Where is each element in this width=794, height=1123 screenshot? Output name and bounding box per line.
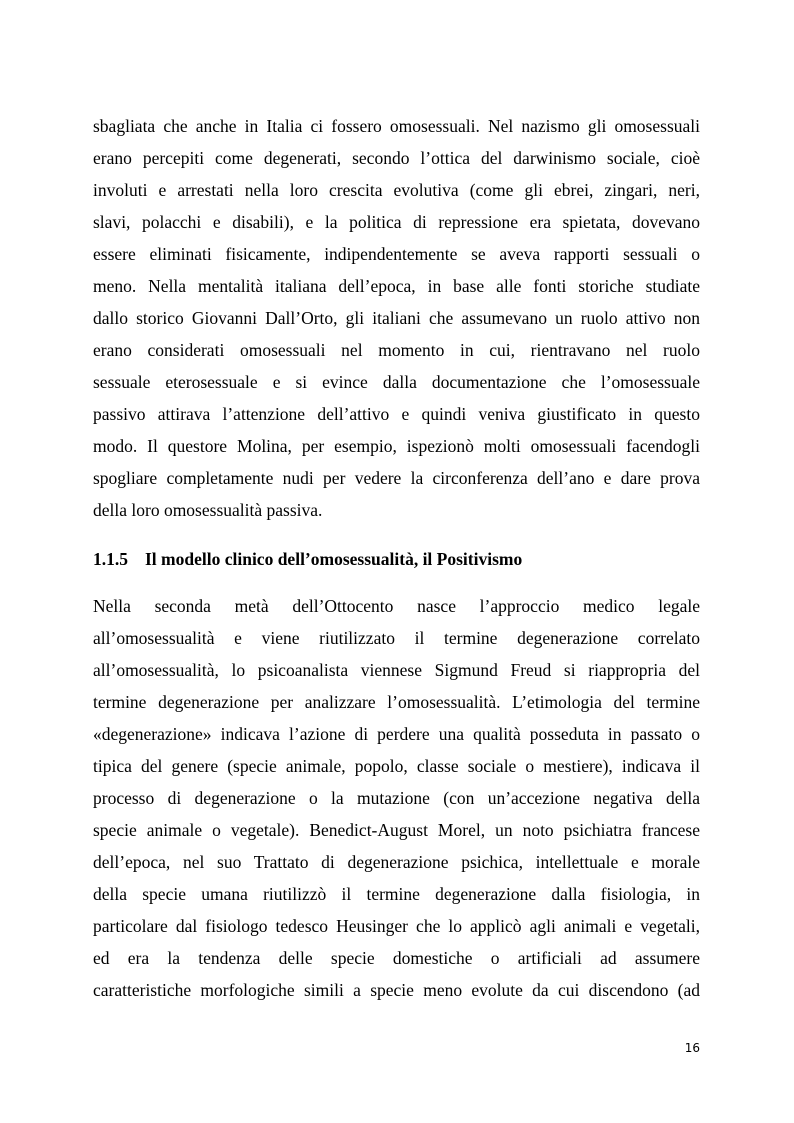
text-line: della loro omosessualità passiva.	[93, 500, 323, 520]
text-line: particolare dal fisiologo tedesco Heusinger che lo applicò agli animali e vegetali,	[93, 916, 700, 936]
text-line: erano considerati omosessuali nel momento in cui, rientravano nel ruolo	[93, 340, 700, 360]
text-line: termine degenerazione per analizzare l’omosessualità. L’etimologia del termine	[93, 692, 700, 712]
text-line: all’omosessualità e viene riutilizzato il termine degenerazione correlato	[93, 628, 700, 648]
text-line: essere eliminati fisicamente, indipendentemente se aveva rapporti sessuali o	[93, 244, 700, 264]
page-number: 16	[684, 1041, 700, 1055]
text-line: caratteristiche morfologiche simili a specie meno evolute da cui discendono (ad	[93, 980, 700, 1000]
text-line: involuti e arrestati nella loro crescita evolutiva (come gli ebrei, zingari, neri,	[93, 180, 700, 200]
text-line: sbagliata che anche in Italia ci fossero omosessuali. Nel nazismo gli omosessuali	[93, 116, 700, 136]
text-line: tipica del genere (specie animale, popolo, classe sociale o mestiere), indicava il	[93, 756, 700, 776]
paragraph-nazism	[93, 110, 700, 526]
text-line: spogliare completamente nudi per vedere la circonferenza dell’ano e dare prova	[93, 468, 700, 488]
text-line: sessuale eterosessuale e si evince dalla documentazione che l’omosessuale	[93, 372, 700, 392]
text-line: modo. Il questore Molina, per esempio, ispezionò molti omosessuali facendogli	[93, 436, 700, 456]
text-line: «degenerazione» indicava l’azione di perdere una qualità posseduta in passato o	[93, 724, 700, 744]
text-line: dallo storico Giovanni Dall’Orto, gli italiani che assumevano un ruolo attivo non	[93, 308, 700, 328]
paragraph-positivism	[93, 590, 700, 1006]
text-line: slavi, polacchi e disabili), e la politica di repressione era spietata, dovevano	[93, 212, 700, 232]
text-line: erano percepiti come degenerati, secondo l’ottica del darwinismo sociale, cioè	[93, 148, 700, 168]
text-line: all’omosessualità, lo psicoanalista viennese Sigmund Freud si riappropria del	[93, 660, 700, 680]
text-line: Nella seconda metà dell’Ottocento nasce l’approccio medico legale	[93, 596, 700, 616]
section-title: Il modello clinico dell’omosessualità, il Positivismo	[145, 549, 523, 569]
text-line: processo di degenerazione o la mutazione (con un’accezione negativa della	[93, 788, 700, 808]
text-line: passivo attirava l’attenzione dell’attivo e quindi veniva giustificato in questo	[93, 404, 700, 424]
text-line: meno. Nella mentalità italiana dell’epoca, in base alle fonti storiche studiate	[93, 276, 700, 296]
text-line: della specie umana riutilizzò il termine degenerazione dalla fisiologia, in	[93, 884, 700, 904]
text-line: ed era la tendenza delle specie domestiche o artificiali ad assumere	[93, 948, 700, 968]
text-line: dell’epoca, nel suo Trattato di degenerazione psichica, intellettuale e morale	[93, 852, 700, 872]
section-number: 1.1.5	[93, 549, 128, 569]
text-line: specie animale o vegetale). Benedict-August Morel, un noto psichiatra francese	[93, 820, 700, 840]
section-heading	[93, 543, 700, 575]
